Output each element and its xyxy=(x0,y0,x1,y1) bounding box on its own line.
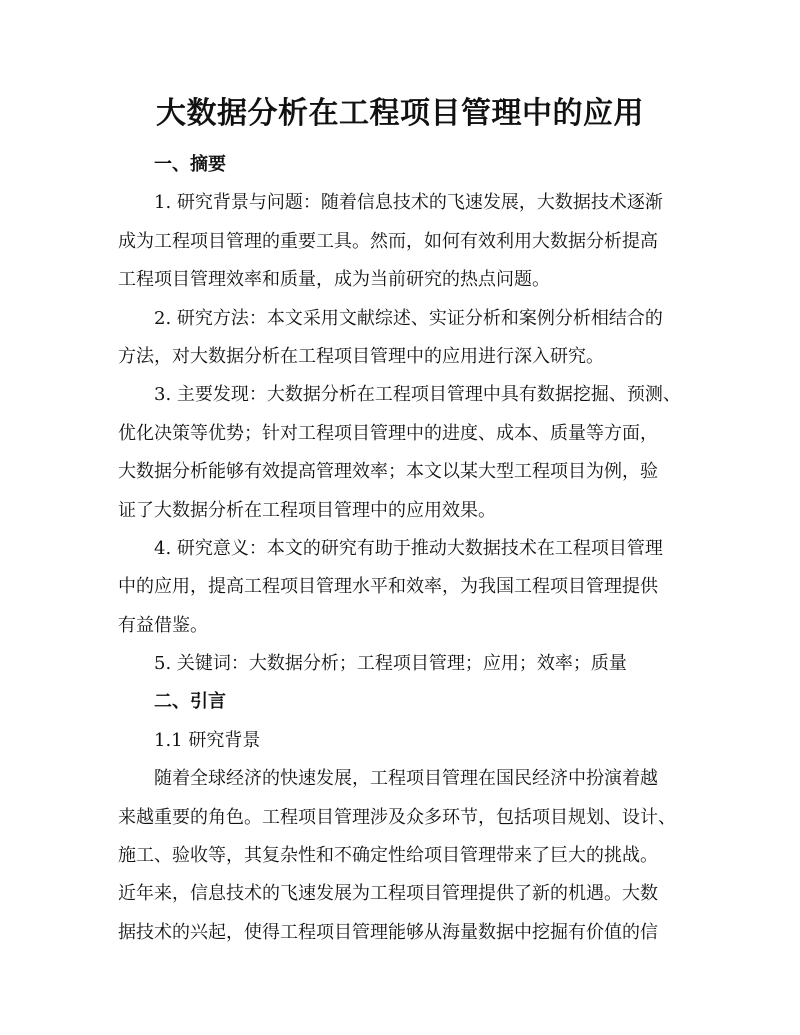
text-line: 中的应用，提高工程项目管理水平和效率，为我国工程项目管理提供 xyxy=(118,576,658,598)
text-line: 近年来，信息技术的飞速发展为工程项目管理提供了新的机遇。大数 xyxy=(118,883,658,905)
text-line: 优化决策等优势；针对工程项目管理中的进度、成本、质量等方面， xyxy=(118,422,658,444)
text-line: 4. 研究意义：本文的研究有助于推动大数据技术在工程项目管理 xyxy=(154,537,663,559)
text-line: 方法，对大数据分析在工程项目管理中的应用进行深入研究。 xyxy=(118,345,604,367)
section-heading: 一、摘要 xyxy=(154,154,226,175)
text-line: 5. 关键词：大数据分析；工程项目管理；应用；效率；质量 xyxy=(154,653,627,675)
text-line: 1. 研究背景与问题：随着信息技术的飞速发展，大数据技术逐渐 xyxy=(154,192,663,214)
text-line: 施工、验收等，其复杂性和不确定性给项目管理带来了巨大的挑战。 xyxy=(118,845,658,867)
text-line: 2. 研究方法：本文采用文献综述、实证分析和案例分析相结合的 xyxy=(154,307,663,329)
text-line: 证了大数据分析在工程项目管理中的应用效果。 xyxy=(118,499,496,521)
text-line: 1.1 研究背景 xyxy=(154,729,261,751)
text-line: 有益借鉴。 xyxy=(118,614,208,636)
section-heading: 二、引言 xyxy=(154,691,226,713)
text-line: 成为工程项目管理的重要工具。然而，如何有效利用大数据分析提高 xyxy=(118,230,658,252)
text-line: 随着全球经济的快速发展，工程项目管理在国民经济中扮演着越 xyxy=(154,768,658,790)
text-line: 工程项目管理效率和质量，成为当前研究的热点问题。 xyxy=(118,269,550,291)
text-line: 据技术的兴起，使得工程项目管理能够从海量数据中挖掘有价值的信 xyxy=(118,921,658,943)
document-title: 大数据分析在工程项目管理中的应用 xyxy=(156,96,644,131)
text-line: 来越重要的角色。工程项目管理涉及众多环节，包括项目规划、设计、 xyxy=(118,806,676,828)
text-line: 3. 主要发现：大数据分析在工程项目管理中具有数据挖掘、预测、 xyxy=(154,384,681,406)
text-line: 大数据分析能够有效提高管理效率；本文以某大型工程项目为例，验 xyxy=(118,461,658,483)
document-body xyxy=(118,146,688,952)
